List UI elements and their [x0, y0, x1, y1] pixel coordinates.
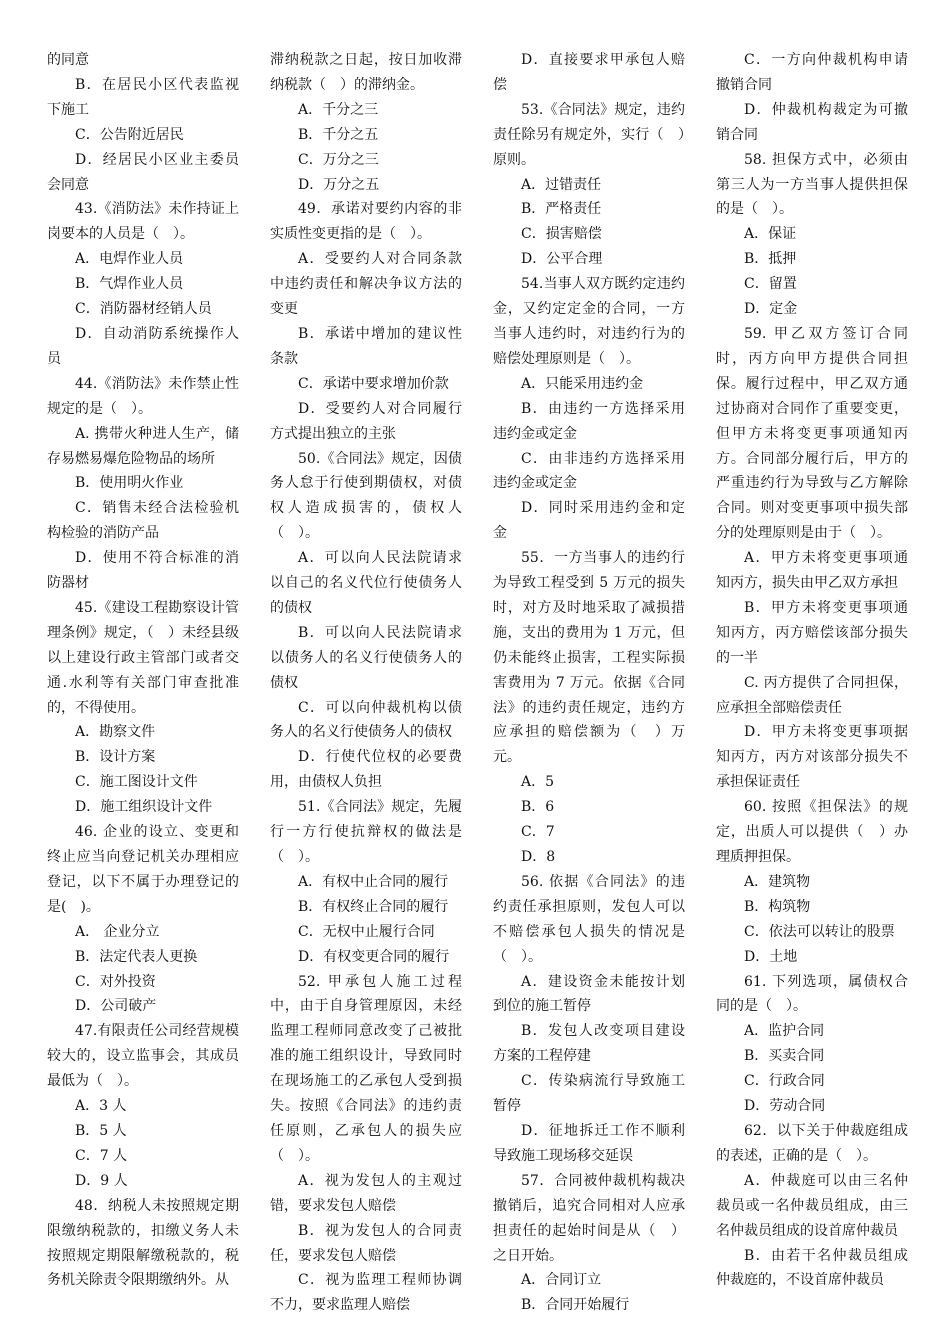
- option-text: B．承诺中增加的建议性条款: [270, 325, 462, 367]
- option-text: B．气焊作业人员: [75, 276, 184, 293]
- option-text: A．视为发包人的主观过错，要求发包人赔偿: [270, 1172, 462, 1214]
- option-text: B．构筑物: [744, 898, 811, 915]
- option-text: C．施工图设计文件: [75, 774, 198, 791]
- option-text: A．只能采用违约金: [521, 375, 644, 392]
- question-text: 57．合同被仲裁机构裁决撤销后，追究合同相对人应承担责任的起始时间是从（ ）之日开始。: [493, 1172, 685, 1264]
- question-text: 60. 按照《担保法》的规定，出质人可以提供（ ）办理质押担保。: [716, 799, 908, 865]
- option-text: D．有权变更合同的履行: [298, 948, 450, 965]
- option-text: C．消防器材经销人员: [75, 301, 212, 318]
- option-text: C．承诺中要求增加价款: [298, 375, 449, 392]
- continued-text: 的同意: [47, 52, 89, 68]
- option-text: A．可以向人民法院请求以自己的名义代位行使债务人的债权: [270, 550, 462, 616]
- option-text: B．有权终止合同的履行: [298, 898, 449, 915]
- question-text: 52. 甲承包人施工过程中，由于自身管理原因，未经监理工程师同意改变了己被批准的施工组织设计，导致同时在现场施工的乙承包人受到损失。按照《合同法》的违约责任原则，乙承包人的损失应（ ）。: [270, 973, 462, 1164]
- option-text: D．8: [521, 849, 556, 865]
- option-text: B．千分之五: [298, 126, 379, 143]
- option-text: A．监护合同: [744, 1023, 825, 1040]
- question-text: 44.《消防法》未作禁止性规定的是（ ）。: [47, 375, 239, 417]
- option-text: C．依法可以转让的股票: [744, 923, 895, 940]
- option-text: A．有权中止合同的履行: [298, 873, 449, 890]
- option-text: A．3 人: [75, 1098, 127, 1115]
- option-text: B．发包人改变项目建设方案的工程停建: [493, 1023, 685, 1065]
- option-text: A．过错责任: [521, 176, 602, 193]
- option-text: C．对外投资: [75, 973, 156, 990]
- option-text: C．一方向仲裁机构申请撤销合同: [716, 52, 908, 93]
- question-text: 56. 依据《合同法》的违约责任承担原则，发包人可以不赔偿承包人损失的情况是（ ）。: [493, 873, 685, 965]
- option-text: B．6: [521, 799, 555, 816]
- option-text: C．由非违约方选择采用违约金或定金: [493, 450, 685, 492]
- option-text: C．无权中止履行合同: [298, 923, 435, 940]
- option-text: B．买卖合同: [744, 1048, 825, 1065]
- text-column-4: [716, 48, 908, 1293]
- option-text: B．使用明火作业: [75, 475, 184, 492]
- option-text: D．劳动合同: [744, 1098, 826, 1115]
- option-text: A．合同订立: [521, 1272, 602, 1289]
- question-text: 62．以下关于仲裁庭组成的表述，正确的是（ ）。: [716, 1122, 908, 1164]
- option-text: B．视为发包人的合同责任，要求发包人赔偿: [270, 1222, 462, 1264]
- continued-text: 滞纳税款之日起，按日加收滞纳税款（ ）的滞纳金。: [270, 52, 462, 93]
- option-text: D．公司破产: [75, 998, 157, 1015]
- text-column-2: [270, 48, 462, 1318]
- question-text: 45.《建设工程勘察设计管理条例》规定，（ ）未经县级以上建设行政主管部门或者交通.水利等有关部门审查批准的，不得使用。: [47, 599, 239, 716]
- option-text: A．千分之三: [298, 101, 379, 118]
- question-text: 50.《合同法》规定，因债务人怠于行使到期债权，对债权人造成损害的，债权人（ ）。: [270, 450, 462, 542]
- question-text: 51.《合同法》规定，先履行一方行使抗辩权的做法是（ ）。: [270, 799, 462, 865]
- option-text: B．可以向人民法院请求以债务人的名义行使债务人的债权: [270, 624, 462, 691]
- option-text: C．7 人: [75, 1147, 128, 1164]
- option-text: C．公告附近居民: [75, 126, 184, 143]
- option-text: A． 企业分立: [75, 923, 160, 940]
- option-text: B．严格责任: [521, 201, 602, 218]
- question-text: 55．一方当事人的违约行为导致工程受到 5 万元的损失时，对方及时地采取了减损措施，支出的费用为 1 万元，但仍未能终止损害，工程实际损害费用为 7 万元。依据《合同法》的违约责任规定，违约方应承担的赔偿额为（ ）万元。: [493, 550, 685, 766]
- option-text: A．保证: [744, 226, 797, 243]
- option-text: A．建设资金未能按计划到位的施工暂停: [493, 973, 685, 1015]
- option-text: D．定金: [744, 301, 798, 318]
- question-text: 58. 担保方式中，必须由第三人为一方当事人提供担保的是（ ）。: [716, 151, 908, 218]
- option-text: C．视为监理工程师协调不力，要求监理人赔偿: [270, 1272, 462, 1314]
- option-text: D．万分之五: [298, 176, 380, 193]
- option-text: A．受要约人对合同条款中违约责任和解决争议方法的变更: [270, 251, 462, 318]
- option-text: D．自动消防系统操作人员: [47, 325, 239, 367]
- option-text: D．征地拆迁工作不顺利导致施工现场移交延误: [493, 1122, 685, 1164]
- option-text: C．传染病流行导致施工暂停: [493, 1073, 685, 1115]
- question-text: 49．承诺对要约内容的非实质性变更指的是（ ）。: [270, 201, 462, 243]
- option-text: D．同时采用违约金和定金: [493, 500, 685, 542]
- option-text: C．留置: [744, 276, 797, 293]
- question-text: 47.有限责任公司经营规模较大的，设立监事会，其成员最低为（ ）。: [47, 1023, 239, 1090]
- option-text: B．5 人: [75, 1122, 127, 1139]
- option-text: D．仲裁机构裁定为可撤销合同: [716, 101, 908, 143]
- option-text: D．公平合理: [521, 251, 603, 268]
- option-text: D．行使代位权的必要费用，由债权人负担: [270, 749, 462, 791]
- option-text: B．由违约一方选择采用违约金或定金: [493, 400, 685, 442]
- option-text: C．万分之三: [298, 151, 379, 168]
- question-text: 48．纳税人未按照规定期限缴纳税款的，扣缴义务人未按照规定期限解缴税款的，税务机关除责令限期缴纳外。从: [47, 1197, 239, 1289]
- question-text: 46. 企业的设立、变更和终止应当向登记机关办理相应登记，以下不属于办理登记的是( )。: [47, 824, 239, 915]
- option-text: B．法定代表人更换: [75, 948, 198, 965]
- option-text: B．抵押: [744, 251, 797, 268]
- option-text: A．电焊作业人员: [75, 251, 184, 268]
- option-text: D．9 人: [75, 1172, 128, 1189]
- option-text: B．合同开始履行: [521, 1297, 630, 1314]
- option-text: A. 携带火种进人生产，储存易燃易爆危险物品的场所: [47, 425, 239, 467]
- option-text: D．受要约人对合同履行方式提出独立的主张: [270, 400, 462, 442]
- option-text: C．销售未经合法检验机构检验的消防产品: [47, 500, 239, 542]
- option-text: D．施工组织设计文件: [75, 799, 213, 816]
- option-text: B．甲方未将变更事项通知丙方，丙方赔偿该部分损失的一半: [716, 599, 908, 666]
- option-text: B．在居民小区代表监视下施工: [47, 76, 239, 118]
- question-text: 59. 甲乙双方签订合同时，丙方向甲方提供合同担保。履行过程中，甲乙双方通过协商对合同作了重要变更，但甲方未将变更事项通知丙方。合同部分履行后，甲方的严重违约行为导致与乙方解除合同。则对变更事项中损失部分的处理原则是由于（ ）。: [716, 325, 908, 542]
- option-text: C．损害赔偿: [521, 226, 602, 243]
- question-text: 54.当事人双方既约定违约金，又约定定金的合同，一方当事人违约时，对违约行为的赔偿处理原则是（ ）。: [493, 276, 685, 367]
- option-text: A．勘察文件: [75, 724, 156, 741]
- text-column-3: [493, 48, 685, 1318]
- question-text: 61. 下列选项，属债权合同的是（ ）。: [716, 973, 908, 1015]
- option-text: A．仲裁庭可以由三名仲裁员或一名仲裁员组成，由三名仲裁员组成的设首席仲裁员: [716, 1172, 908, 1239]
- question-text: 43.《消防法》未作持证上岗要本的人员是（ ）。: [47, 201, 239, 243]
- option-text: C. 丙方提供了合同担保，应承担全部赔偿责任: [716, 674, 908, 716]
- option-text: B．由若干名仲裁员组成仲裁庭的，不设首席仲裁员: [716, 1247, 908, 1289]
- option-text: A．5: [521, 774, 555, 791]
- option-text: A．甲方未将变更事项通知丙方，损失由甲乙双方承担: [716, 550, 908, 592]
- option-text: B．设计方案: [75, 749, 156, 766]
- option-text: D．使用不符合标准的消防器材: [47, 550, 239, 592]
- option-text: D．土地: [744, 948, 798, 965]
- question-text: 53.《合同法》规定，违约责任除另有规定外，实行（ ）原则。: [493, 101, 685, 168]
- option-text: C．行政合同: [744, 1073, 825, 1090]
- option-text: A．建筑物: [744, 873, 811, 890]
- option-text: C．可以向仲裁机构以债务人的名义行使债务人的债权: [270, 699, 462, 741]
- option-text: D．经居民小区业主委员会同意: [47, 151, 239, 193]
- option-text: D．甲方未将变更事项据知丙方，丙方对该部分损失不承担保证责任: [716, 724, 908, 791]
- option-text: C．7: [521, 824, 555, 841]
- text-column-1: [47, 48, 239, 1293]
- option-text: D．直接要求甲承包人赔偿: [493, 52, 685, 93]
